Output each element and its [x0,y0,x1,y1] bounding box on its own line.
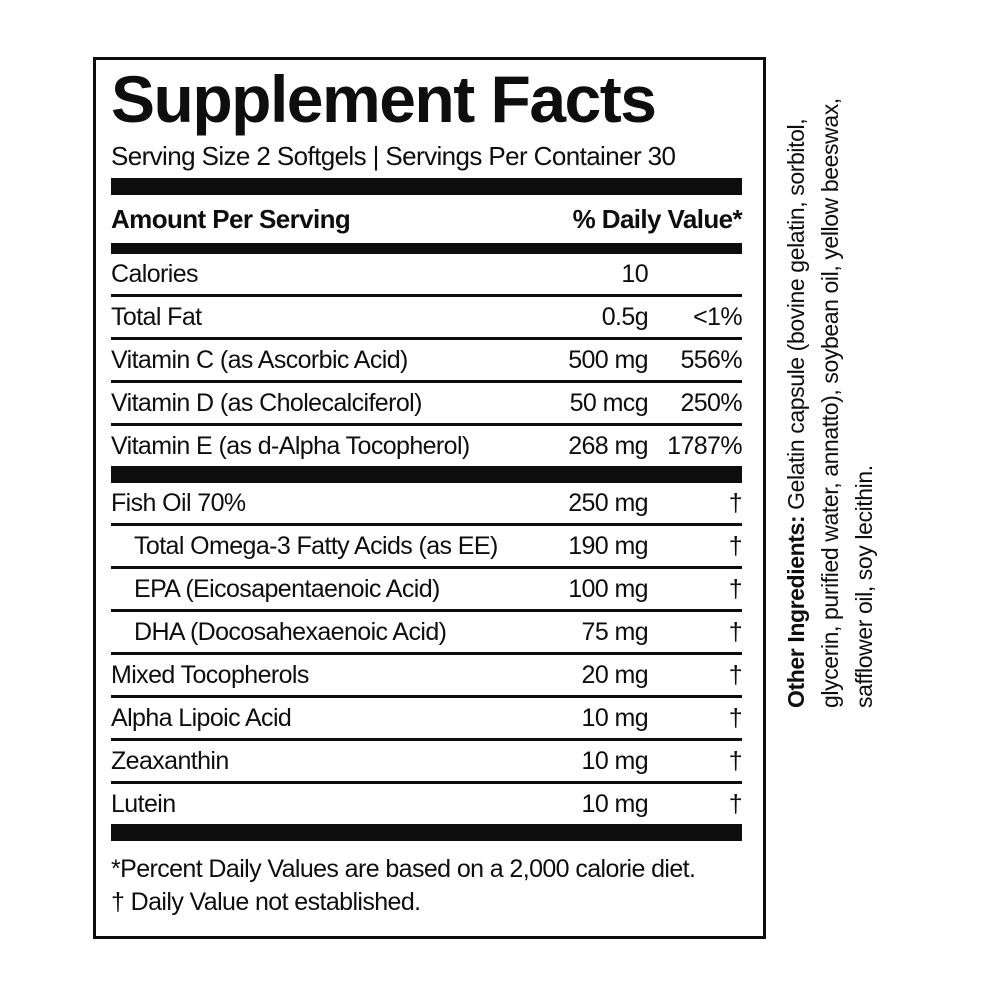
table-row [111,612,742,655]
nutrient-name: Total Fat [111,303,202,331]
nutrient-amount: 250 mg [568,489,648,517]
nutrient-amount: 20 mg [581,661,648,689]
nutrient-amount: 75 mg [581,618,648,646]
other-ingredients-label: Other Ingredients: [783,515,809,708]
nutrient-table [111,254,742,824]
nutrient-name: Lutein [111,790,176,818]
nutrient-amount: 10 mg [581,704,648,732]
other-ingredients-text [779,60,885,708]
table-row [111,569,742,612]
table-row [111,784,742,824]
nutrient-amount: 0.5g [601,303,648,331]
nutrient-name: Vitamin E (as d-Alpha Tocopherol) [111,432,470,460]
top-divider-bar [111,178,742,195]
nutrient-name: Vitamin C (as Ascorbic Acid) [111,346,408,374]
nutrient-amount: 268 mg [568,432,648,460]
nutrient-daily-value: <1% [693,303,742,331]
nutrient-daily-value: 250% [680,389,742,417]
nutrient-daily-value: † [728,532,742,560]
daily-value-header: % Daily Value* [572,203,742,234]
footnote-percent-daily-values: *Percent Daily Values are based on a 2,000 calorie diet. [111,855,696,883]
supplement-facts-panel [93,57,766,939]
nutrient-amount: 10 mg [581,747,648,775]
nutrient-name: Calories [111,260,198,288]
table-row [111,655,742,698]
table-row [111,340,742,383]
nutrient-name: Alpha Lipoic Acid [111,704,292,732]
nutrient-name: Total Omega-3 Fatty Acids (as EE) [134,532,498,560]
table-row [111,741,742,784]
nutrient-daily-value: 556% [680,346,742,374]
amount-per-serving-header: Amount Per Serving [111,203,351,234]
other-ingredients-list: Gelatin capsule (bovine gelatin, sorbitol, glycerin, purified water, annatto), soybean oil, yellow beeswax, safflower oil, soy lecithin. [783,98,877,708]
table-row [111,483,742,526]
table-row [111,383,742,426]
table-row [111,526,742,569]
table-row [111,254,742,297]
other-ingredients-sidebar [779,60,885,708]
nutrient-amount: 190 mg [568,532,648,560]
column-header-row [111,195,742,243]
nutrient-daily-value: † [728,618,742,646]
nutrient-daily-value: † [728,790,742,818]
nutrient-daily-value: † [728,747,742,775]
section-divider-bar [111,466,742,483]
nutrient-amount: 100 mg [568,575,648,603]
nutrient-daily-value: † [728,575,742,603]
serving-info: Serving Size 2 Softgels | Servings Per Container 30 [111,141,676,171]
nutrient-amount: 50 mcg [569,389,648,417]
bottom-divider-bar [111,824,742,841]
nutrient-amount: 500 mg [568,346,648,374]
nutrient-name: Vitamin D (as Cholecalciferol) [111,389,422,417]
nutrient-amount: 10 [621,260,648,288]
nutrient-name: Zeaxanthin [111,747,229,775]
nutrient-amount: 10 mg [581,790,648,818]
table-row [111,297,742,340]
panel-title: Supplement Facts [111,62,656,136]
table-row [111,698,742,741]
nutrient-name: DHA (Docosahexaenoic Acid) [134,618,447,646]
nutrient-daily-value: † [728,704,742,732]
nutrient-daily-value: † [728,489,742,517]
nutrient-name: Mixed Tocopherols [111,661,309,689]
header-divider-bar [111,243,742,254]
nutrient-daily-value: 1787% [667,432,742,460]
nutrient-daily-value: † [728,661,742,689]
footnote-daily-value-not-established: † Daily Value not established. [111,888,421,916]
nutrient-name: Fish Oil 70% [111,489,246,517]
nutrient-name: EPA (Eicosapentaenoic Acid) [134,575,440,603]
table-row [111,426,742,466]
footnotes [111,853,742,919]
